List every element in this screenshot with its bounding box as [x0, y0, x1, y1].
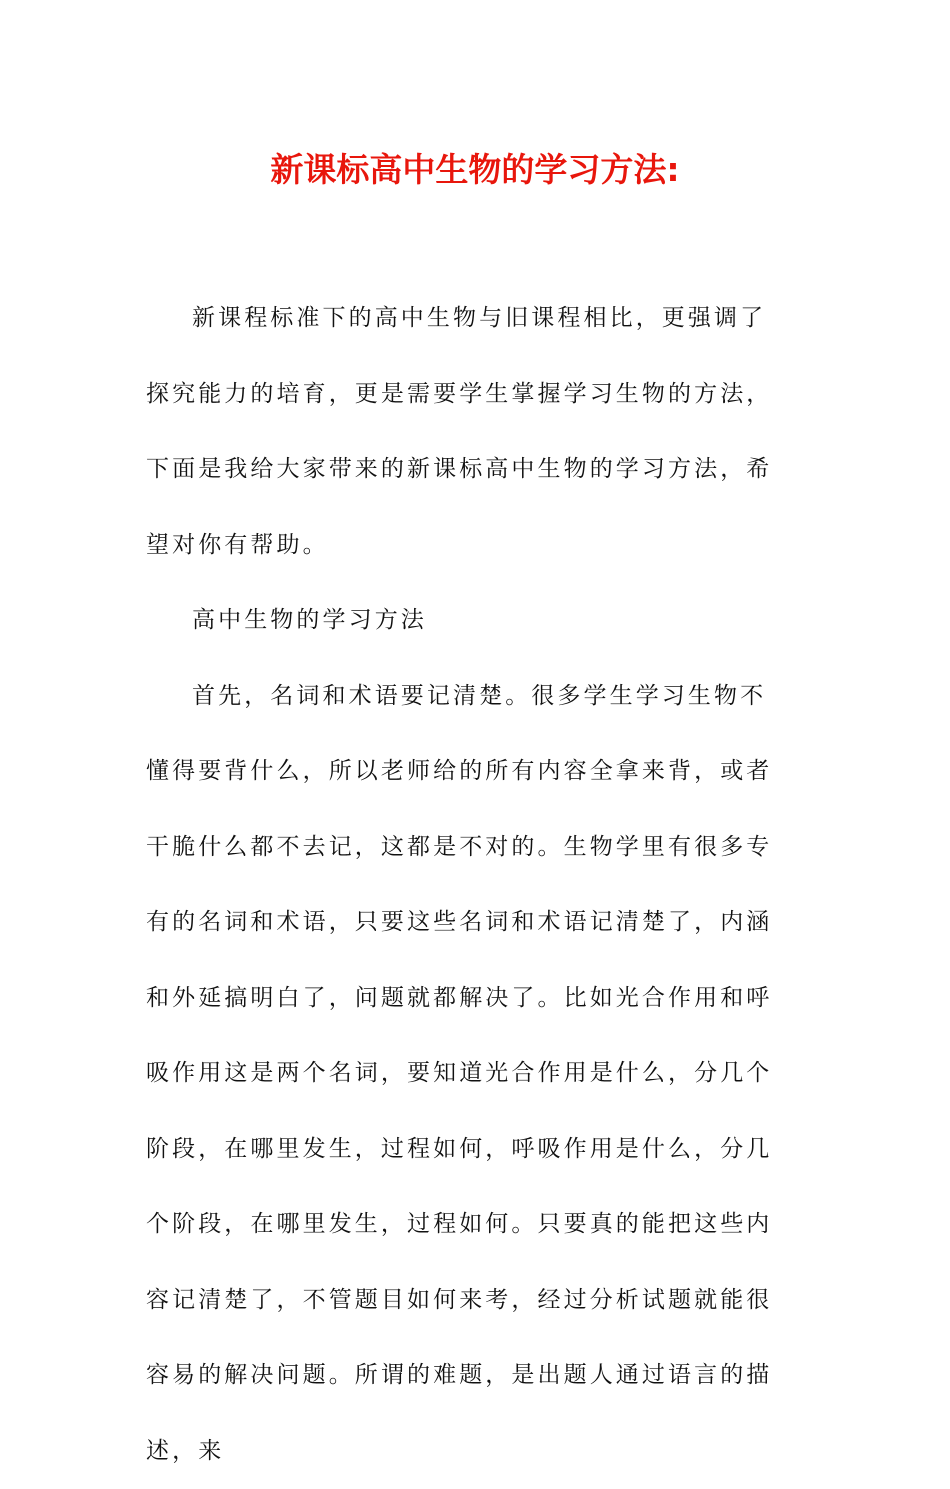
section-heading: 高中生物的学习方法: [146, 583, 792, 659]
paragraph-first-method: 首先，名词和术语要记清楚。很多学生学习生物不懂得要背什么，所以老师给的所有内容全拿来背，或者干脆什么都不去记，这都是不对的。生物学里有很多专有的名词和术语，只要这些名词和术语记清楚了，内涵和外延搞明白了，问题就都解决了。比如光合作用和呼吸作用这是两个名词，要知道光合作用是什么，分几个阶段，在哪里发生，过程如何，呼吸作用是什么，分几个阶段，在哪里发生，过程如何。只要真的能把这些内容记清楚了，不管题目如何来考，经过分析试题就能很容易的解决问题。所谓的难题，是出题人通过语言的描述，来: [146, 659, 792, 1489]
paragraph-intro: 新课程标准下的高中生物与旧课程相比，更强调了探究能力的培育，更是需要学生掌握学习生物的方法，下面是我给大家带来的新课标高中生物的学习方法，希望对你有帮助。: [146, 281, 792, 583]
document-title: 新课标高中生物的学习方法:: [0, 148, 950, 192]
document-body: [146, 281, 792, 1489]
